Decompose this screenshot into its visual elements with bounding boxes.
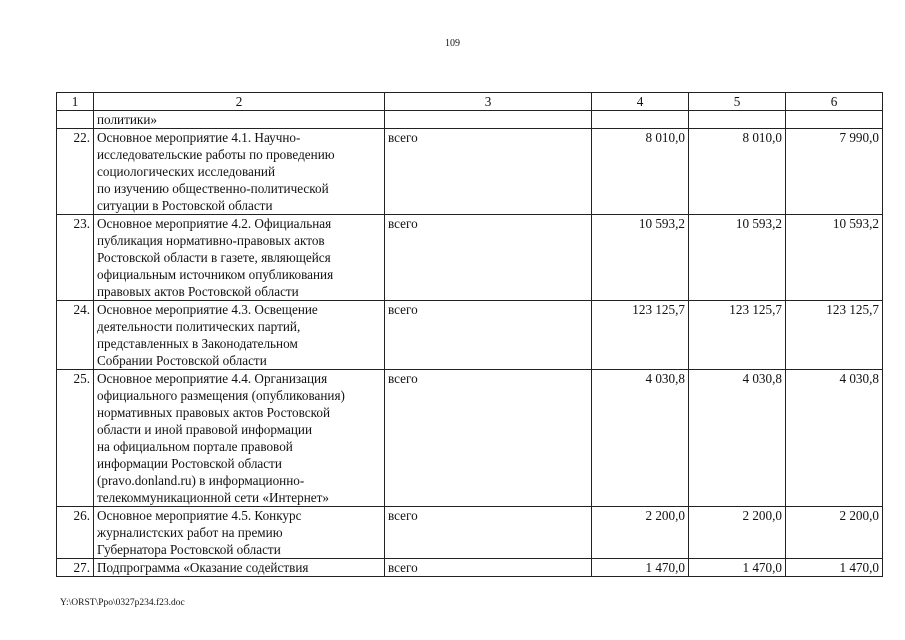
row-name-line: нормативных правовых актов Ростовской <box>97 405 331 420</box>
row-name-line: социологических исследований <box>97 164 276 179</box>
page-number: 109 <box>445 38 460 49</box>
row-name-line: Основное мероприятие 4.5. Конкурс <box>97 508 302 523</box>
table-row <box>57 129 883 215</box>
row-name-line: Основное мероприятие 4.1. Научно- <box>97 130 301 145</box>
header-cell: 6 <box>786 93 883 111</box>
row-name-line: публикация нормативно-правовых актов <box>97 233 325 248</box>
header-cell: 5 <box>689 93 786 111</box>
table-row <box>57 215 883 301</box>
row-name-line: журналистских работ на премию <box>97 525 283 540</box>
row-number <box>57 111 94 129</box>
row-name <box>94 111 385 129</box>
row-number: 26. <box>57 507 94 559</box>
row-name <box>94 507 385 559</box>
table-row <box>57 559 883 577</box>
table-row <box>57 111 883 129</box>
row-name-line: Подпрограмма «Оказание содействия <box>97 560 309 575</box>
row-value-col6: 1 470,0 <box>786 559 883 577</box>
row-number: 25. <box>57 370 94 507</box>
header-cell: 4 <box>592 93 689 111</box>
row-number: 27. <box>57 559 94 577</box>
file-path-footer: Y:\ORST\Ppo\0327p234.f23.doc <box>60 598 185 608</box>
row-number: 22. <box>57 129 94 215</box>
row-value-col5: 2 200,0 <box>689 507 786 559</box>
table-row <box>57 301 883 370</box>
row-name-line: правовых актов Ростовской области <box>97 284 299 299</box>
row-type: всего <box>385 301 592 370</box>
row-name-line: Основное мероприятие 4.3. Освещение <box>97 302 318 317</box>
row-value-col6 <box>786 111 883 129</box>
row-value-col4: 2 200,0 <box>592 507 689 559</box>
row-value-col4: 8 010,0 <box>592 129 689 215</box>
row-value-col4 <box>592 111 689 129</box>
row-name-line: на официальном портале правовой <box>97 439 293 454</box>
row-name <box>94 301 385 370</box>
header-cell: 3 <box>385 93 592 111</box>
row-value-col5: 10 593,2 <box>689 215 786 301</box>
row-value-col6: 4 030,8 <box>786 370 883 507</box>
row-value-col6: 10 593,2 <box>786 215 883 301</box>
row-type: всего <box>385 370 592 507</box>
row-value-col6: 7 990,0 <box>786 129 883 215</box>
row-value-col5: 1 470,0 <box>689 559 786 577</box>
header-cell: 1 <box>57 93 94 111</box>
header-cell: 2 <box>94 93 385 111</box>
table-row <box>57 507 883 559</box>
row-number: 23. <box>57 215 94 301</box>
row-value-col4: 10 593,2 <box>592 215 689 301</box>
row-number: 24. <box>57 301 94 370</box>
row-name-line: информации Ростовской области <box>97 456 282 471</box>
row-value-col6: 2 200,0 <box>786 507 883 559</box>
row-value-col4: 1 470,0 <box>592 559 689 577</box>
row-name-line: представленных в Законодательном <box>97 336 298 351</box>
row-name-line: Ростовской области в газете, являющейся <box>97 250 331 265</box>
row-value-col5: 123 125,7 <box>689 301 786 370</box>
table-header-row <box>57 93 883 111</box>
row-name-line: по изучению общественно-политической <box>97 181 329 196</box>
row-name-line: области и иной правовой информации <box>97 422 313 437</box>
row-value-col6: 123 125,7 <box>786 301 883 370</box>
row-value-col4: 4 030,8 <box>592 370 689 507</box>
row-type: всего <box>385 215 592 301</box>
row-value-col5 <box>689 111 786 129</box>
row-name-line: Собрании Ростовской области <box>97 353 267 368</box>
row-name <box>94 215 385 301</box>
row-name-line: ситуации в Ростовской области <box>97 198 273 213</box>
row-name-line: Основное мероприятие 4.2. Официальная <box>97 216 332 231</box>
row-type: всего <box>385 129 592 215</box>
row-name-line: деятельности политических партий, <box>97 319 301 334</box>
row-value-col5: 4 030,8 <box>689 370 786 507</box>
row-name <box>94 129 385 215</box>
row-name-line: исследовательские работы по проведению <box>97 147 335 162</box>
row-value-col5: 8 010,0 <box>689 129 786 215</box>
row-type: всего <box>385 559 592 577</box>
row-name-line: официального размещения (опубликования) <box>97 388 345 403</box>
budget-table <box>56 92 883 577</box>
row-name-line: телекоммуникационной сети «Интернет» <box>97 490 329 505</box>
row-type <box>385 111 592 129</box>
row-name-line: официальным источником опубликования <box>97 267 334 282</box>
row-name-line: Основное мероприятие 4.4. Организация <box>97 371 328 386</box>
table-row <box>57 370 883 507</box>
row-name <box>94 370 385 507</box>
row-name-line: (pravo.donland.ru) в информационно- <box>97 473 305 488</box>
row-name-line: политики» <box>97 112 157 127</box>
table-body <box>57 93 883 577</box>
row-value-col4: 123 125,7 <box>592 301 689 370</box>
row-type: всего <box>385 507 592 559</box>
row-name-line: Губернатора Ростовской области <box>97 542 281 557</box>
row-name <box>94 559 385 577</box>
